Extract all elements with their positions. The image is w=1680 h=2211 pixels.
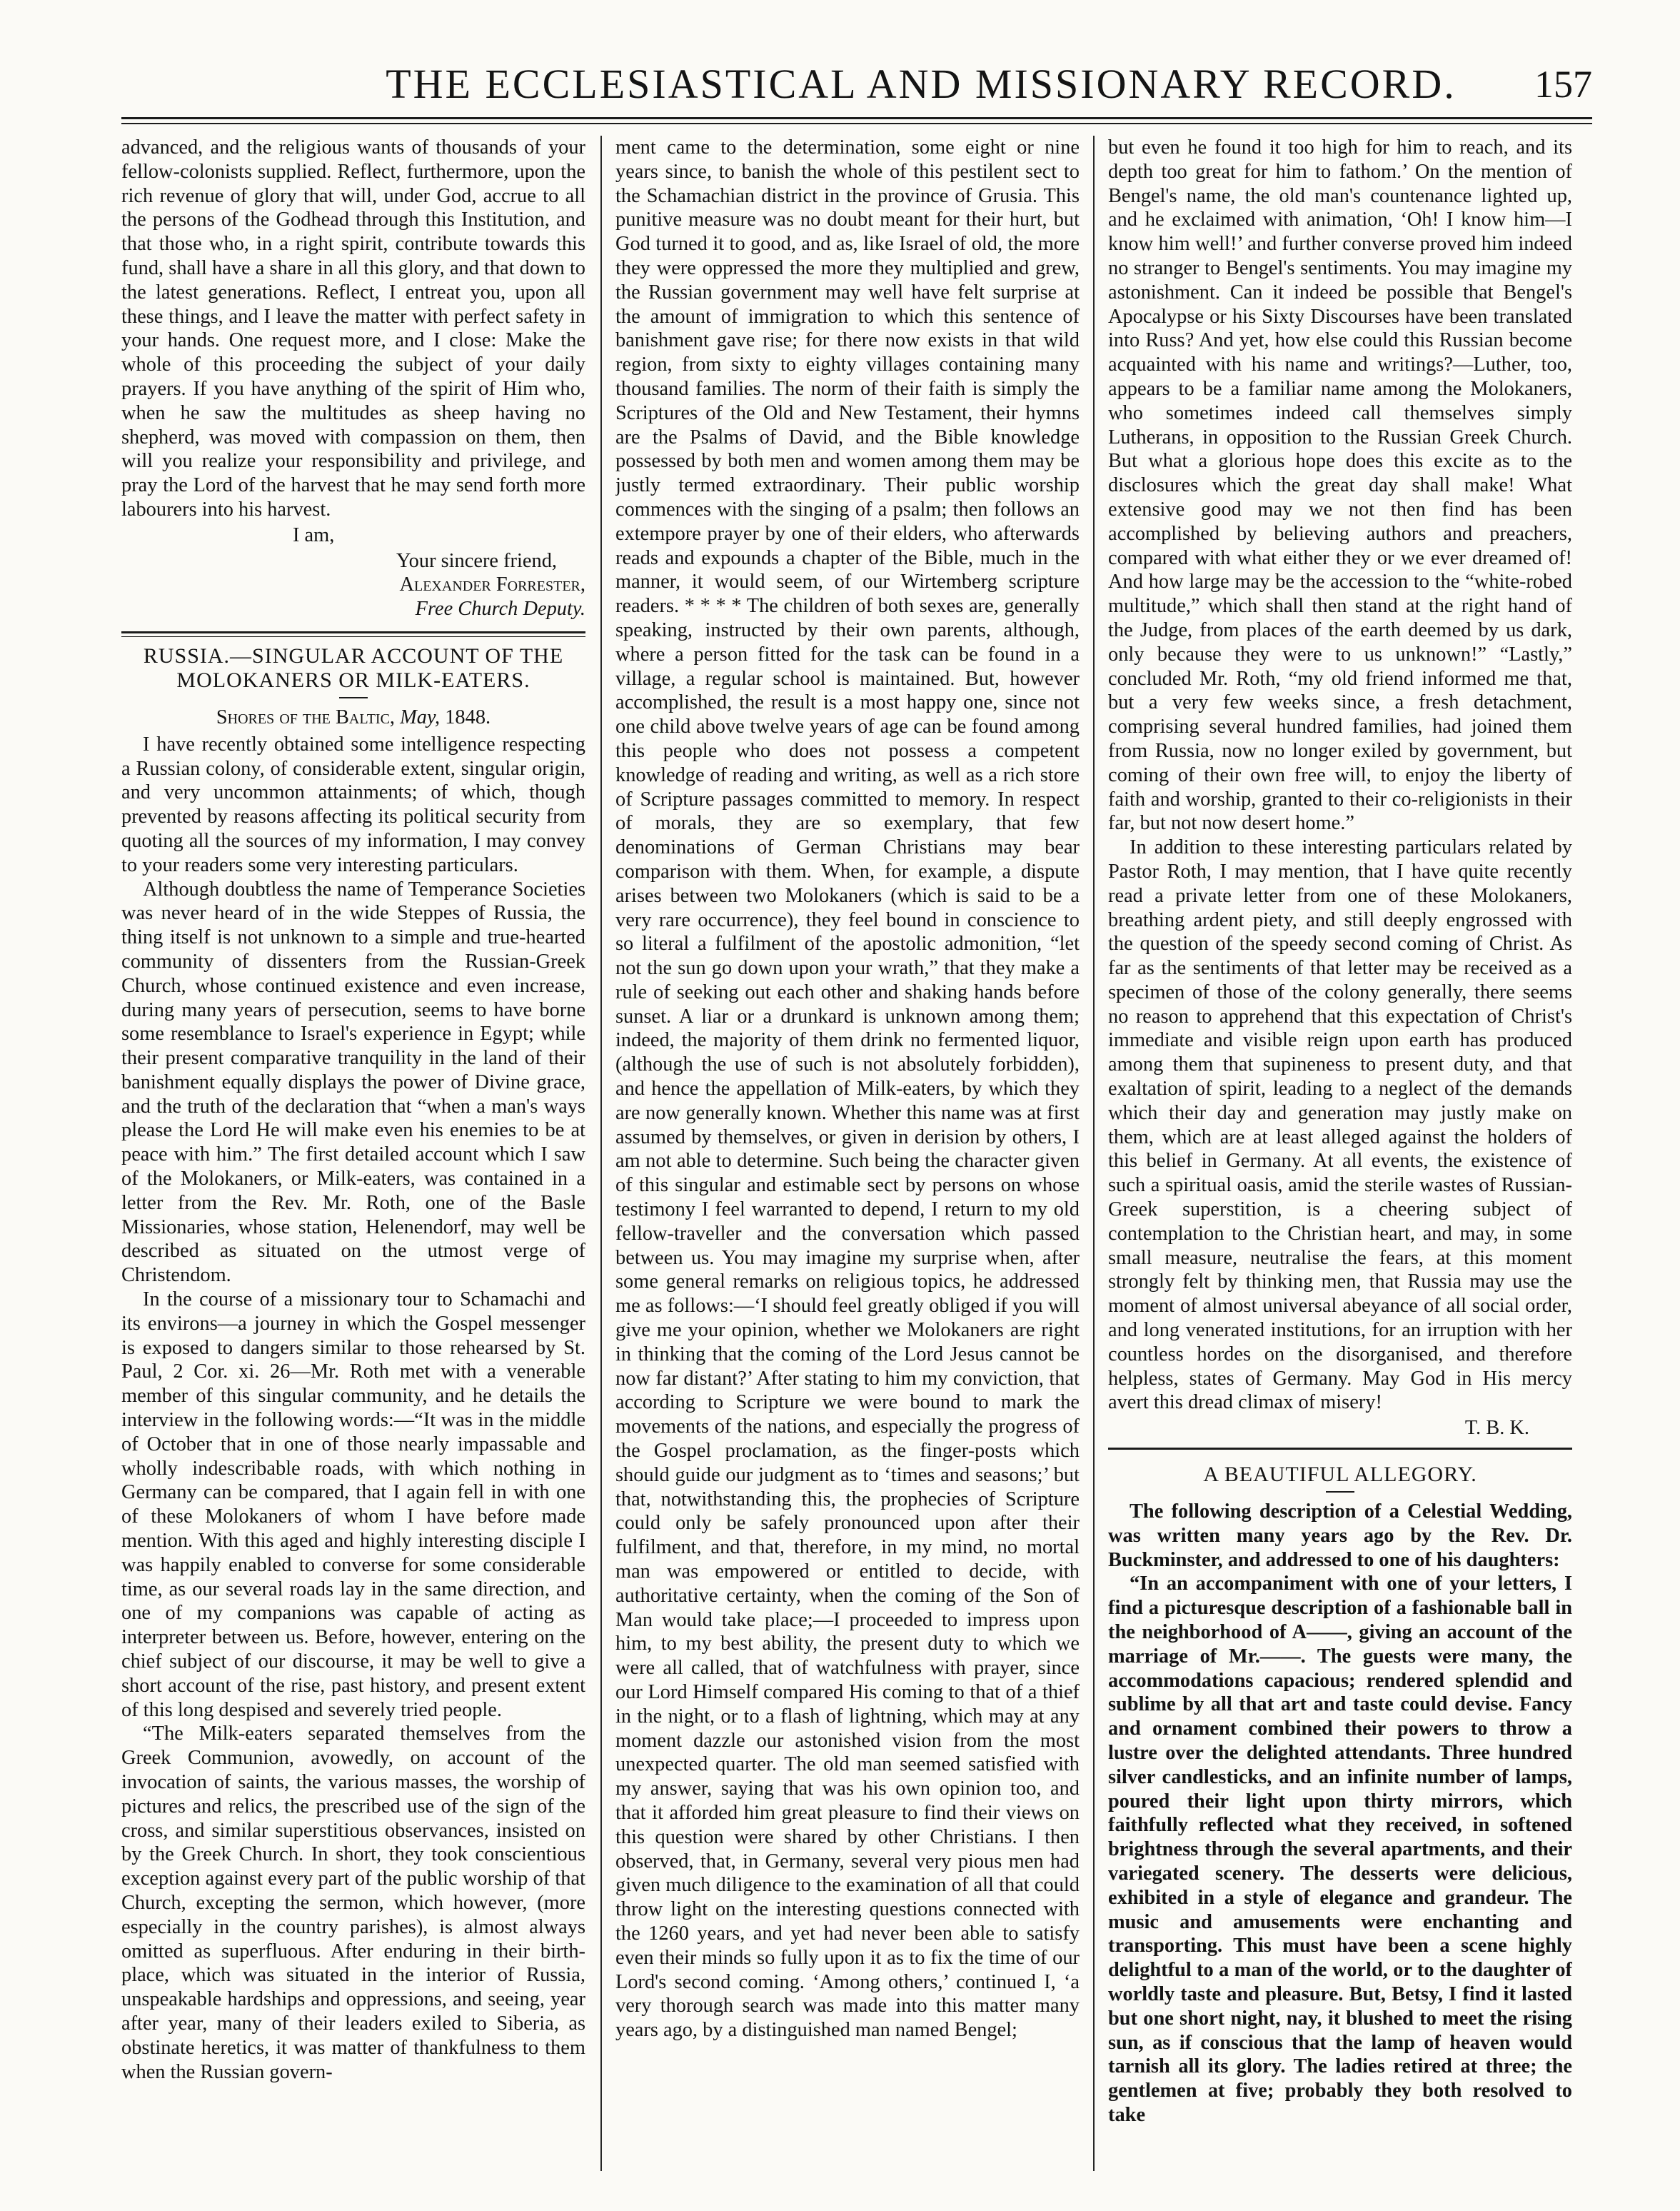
dateline-place: Shores of the Baltic,	[216, 706, 396, 728]
article-paragraph: Although doubtless the name of Temperance Societies was never heard of in the wide Steppes of Russia, the thing itself is not unknown to a simple and true-hearted community of dissenters from the Russian-Greek Church, whose continued existence and even increase, during many years of persecution, seems to have borne some resemblance to Israel's experience in Egypt; while their present comparative tranquility in the land of their banishment equally displays the power of Divine grace, and the truth of the declaration that “when a man's ways please the Lord He will make even his enemies to be at peace with him.” The first detailed account which I saw of the Molokaners, or Milk-eaters, was contained in a letter from the Rev. Mr. Roth, one of the Basle Missionaries, whose station, Helenendorf, may well be described as situated on the utmost verge of Christendom.	[121, 878, 585, 1287]
article-paragraph: “The Milk-eaters separated themselves from the Greek Communion, avowedly, on account of the invocation of saints, the various masses, the worship of pictures and relics, the prescribed use of the sign of the cross, and similar superstitious observances, insisted on by the Greek Church. In short, they took conscientious exception against every part of the public worship of that Church, excepting the sermon, which however, (more especially in the country parishes), is almost always omitted as superfluous. After enduring in their birth-place, which was situated in the interior of Russia, unspeakable hardships and oppressions, and seeing, year after year, many of their leaders exiled to Siberia, as obstinate heretics, it was matter of thankfulness to them when the Russian govern-	[121, 1723, 585, 2083]
article-heading-allegory: A BEAUTIFUL ALLEGORY.	[1203, 1463, 1477, 1487]
author-initials: T. B. K.	[1464, 1417, 1529, 1440]
allegory-paragraph: “In an accompaniment with one of your letters, I find a picturesque description of a fashionable ball in the neighborhood of A——, giving an account of the marriage of Mr.——. The guests were many, the accommodations capacious; rendered splendid and sublime by all that art and taste could devise. Fancy and ornament combined their powers to throw a lustre over the delighted attendants. Three hundred silver candlesticks, and an infinite number of lamps, poured their light upon thirty mirrors, which faithfully reflected what they received, in softened brightness through the several apartments, and their variegated scenery. The desserts were delicious, exhibited in a style of elegance and grandeur. The music and amusements were enchanting and transporting. This must have been a scene highly delightful to a man of the world, or to the daughter of worldly taste and pleasure. But, Betsy, I find it lasted but one short night, nay, it blushed to meet the rising sun, as if conscious that the lamp of heaven would tarnish all its glory. The ladies retired at three; the gentlemen at five; probably they both resolved to take	[1108, 1573, 1572, 2126]
section-divider	[1108, 1448, 1572, 1450]
running-head	[121, 56, 1592, 113]
dateline-year: 1848.	[445, 706, 491, 728]
letter-closing: I am,	[293, 523, 335, 546]
column-left	[121, 136, 585, 2171]
article-heading-russia: RUSSIA.—SINGULAR ACCOUNT OF THE MOLOKANERS OR MILK-EATERS.	[143, 643, 564, 692]
article-paragraph: ment came to the determination, some eight or nine years since, to banish the whole of this pestilent sect to the Schamachian district in the province of Grusia. This punitive measure was no doubt meant for their hurt, but God turned it to good, and as, like Israel of old, the more they were oppressed the more they multiplied and grew, the Russian government may well have felt surprise at the amount of immigration to which this sentence of banishment gave rise; for there now exists in that wild region, from sixty to eighty villages containing many thousand families. The norm of their faith is simply the Scriptures of the Old and New Testament, their hymns are the Psalms of David, and the Bible knowledge possessed by both men and women among them may be justly termed extraordinary. Their public worship commences with the singing of a psalm; then follows an extempore prayer by one of their elders, who afterwards reads and expounds a chapter of the Bible, much in the manner, it would seem, of our Wirtemberg scripture readers. * * * * The children of both sexes are, generally speaking, instructed by their own parents, although, where a person fitted for the task can be found in a village, a regular school is maintained. But, however accomplished, the result is a most happy one, since not one child above twelve years of age can be found among this people who does not possess a competent knowledge of reading and writing, as well as a rich store of Scripture passages committed to memory. In respect of morals, they are so exemplary, that few denominations of German Christians may bear comparison with them. When, for example, a dispute arises between two Molokaners (which is said to be a very rare occurrence), they feel bound in conscience to so literal a fulfilment of the apostolic admonition, “let not the sun go down upon your wrath,” that they make a rule of seeking out each other and shaking hands before sunset. A liar or a drunkard is unknown among them; indeed, the majority of them drink no fermented liquor, (although the use of such is not absolutely forbidden), and hence the appellation of Milk-eaters, by which they are now generally known. Whether this name was at first assumed by themselves, or given in derision by others, I am not able to determine. Such being the character given of this singular and estimable sect by persons on whose testimony I feel warranted to depend, I return to my old fellow-traveller and the conversation which passed between us. You may imagine my surprise when, after some general remarks on religious topics, he addressed me as follows:—‘I should feel greatly obliged if you will give me your opinion, whether we Molokaners are right in thinking that the coming of the Lord Jesus cannot be now far distant?’ After stating to him my conviction, that according to Scripture we were bound to mark the movements of the nations, and especially the progress of the Gospel proclamation, as the finger-posts which should guide our judgment as to ‘times and seasons;’ but that, notwithstanding this, the prophecies of Scripture could only be safely pronounced upon after their fulfilment, and that, therefore, in my mind, no mortal man was empowered or entitled to decide, with authoritative certainty, when the coming of the Son of Man would take place;—I proceeded to impress upon him, to my best ability, the present duty to which we were all called, that of watchfulness with prayer, since our Lord Himself compared His coming to that of a thief in the night, or to a flash of lightning, which may at any moment dazzle our astonished vision from the most unexpected quarter. The old man seemed satisfied with my answer, saying that was his own opinion too, and that it afforded him great pleasure to find their views on this question were shared by other Christians. I then observed, that, in Germany, several very pious men had given much diligence to the examination of all that could throw light on the interesting questions connected with the 1260 years, and yet had never been able to satisfy even their minds so fully upon it as to fix the time of our Lord's second coming. ‘Among others,’ continued I, ‘a very thorough search was made into this matter many years ago, by a distinguished man named Bengel;	[615, 136, 1080, 2042]
section-divider	[121, 631, 585, 637]
page-number: 157	[1534, 63, 1592, 106]
article-paragraph: I have recently obtained some intelligence respecting a Russian colony, of considerable extent, singular origin, and very uncommon attainments; of which, though prevented by reasons affecting its political security from quoting all the sources of my information, I may convey to your readers some very interesting particulars.	[121, 733, 585, 876]
header-rule	[121, 117, 1592, 119]
article-paragraph: In addition to these interesting particulars related by Pastor Roth, I may mention, that I have quite recently read a private letter from one of these Molokaners, breathing ardent piety, and still deeply engrossed with the question of the speedy second coming of Christ. As far as the sentiments of that letter may be received as a specimen of those of the colony generally, there seems no reason to apprehend that this expectation of Christ's immediate and visible reign upon earth has produced among them that supineness to present duty, and that exaltation of spirit, leading to a neglect of the demands which their day and generation may justly make on them, which are at least alleged against the holders of this belief in Germany. At all events, the existence of such a spiritual oasis, amid the sterile wastes of Russian-Greek superstition, is a cheering subject of contemplation to the Christian heart, and may, in some small measure, neutralise the fears, at this moment strongly felt by thinking men, that Russia may use the moment of almost universal abeyance of all social order, and long venerated institutions, for an irruption with her countless hordes on the disorganised, and therefore helpless, states of Germany. May God in His mercy avert this dread climax of misery!	[1108, 836, 1572, 1414]
column-middle	[615, 136, 1080, 2171]
column-right	[1108, 136, 1572, 2171]
heading-dash	[339, 697, 368, 698]
dateline-month: May,	[400, 706, 441, 728]
column-divider	[600, 136, 602, 2171]
signatory-name: Alexander Forrester,	[399, 573, 585, 596]
letter-conclusion-paragraph: advanced, and the religious wants of thousands of your fellow-colonists supplied. Reflect, furthermore, upon the rich revenue of glory that will, under God, accrue to all the persons of the Godhead through this Institution, and that those who, in a right spirit, contribute towards this fund, shall have a share in all this glory, and that down to the latest generations. Reflect, I entreat you, upon all these things, and I leave the matter with perfect safety in your hands. One request more, and I close: Make the whole of this proceeding the subject of your daily prayers. If you have anything of the spirit of Him who, when he saw the multitudes as sheep having no shepherd, was moved with compassion on them, then will you realize your responsibility and privilege, and pray the Lord of the harvest that he may send forth more labourers into his harvest.	[121, 136, 585, 521]
header-rule-thin	[121, 123, 1592, 124]
journal-title: THE ECCLESIASTICAL AND MISSIONARY RECORD.	[386, 61, 1457, 107]
allegory-intro: The following description of a Celestial Wedding, was written many years ago by the Rev. Dr. Buckminster, and addressed to one of his daughters:	[1108, 1500, 1572, 1571]
article-paragraph: but even he found it too high for him to reach, and its depth too great for him to fathom.’ On the mention of Bengel's name, the old man's countenance lighted up, and he exclaimed with animation, ‘Oh! I know him—I know him well!’ and further converse proved him indeed no stranger to Bengel's sentiments. You may imagine my astonishment. Can it indeed be possible that Bengel's Apocalypse or his Sixty Discourses have been translated into Russ? And yet, how else could this Russian become acquainted with his name and writings?—Luther, too, appears to be a familiar name among the Molokaners, who sometimes indeed call themselves simply Lutherans, in opposition to the Russian Greek Church. But what a glorious hope does this excite as to the disclosures which the great day shall make! What extensive good may we not then find has been accomplished by believing authors and preachers, compared with what either they or we ever dreamed of! And how large may be the accession to the “white-robed multitude,” which shall then stand at the right hand of the Judge, from places of the earth deemed by us dark, only because they were to us unknown!” “Lastly,” concluded Mr. Roth, “my old friend informed me that, but a very few weeks since, a fresh detachment, comprising several hundred families, had joined them from Russia, now no longer exiled by government, but coming of their own free will, to enjoy the liberty of faith and worship, granted to their co-religionists in their far, but not now desert home.”	[1108, 136, 1572, 835]
signatory-role: Free Church Deputy.	[415, 598, 585, 621]
dateline	[121, 706, 585, 730]
article-paragraph: In the course of a missionary tour to Schamachi and its environs—a journey in which the Gospel messenger is exposed to dangers similar to those rehearsed by St. Paul, 2 Cor. xi. 26—Mr. Roth met with a venerable member of this singular community, and he details the interview in the following words:—“It was in the middle of October that in one of those nearly impassable and wholly indescribable roads, with which nothing in Germany can be compared, that I again fell in with one of these Molokaners of whom I have before made mention. With this aged and highly interesting disciple I was happily enabled to converse for some considerable time, as our several roads lay in the same direction, and one of my companions was capable of acting as interpreter between us. Before, however, entering on the chief subject of our discourse, it may be well to give a short account of the rise, past history, and present extent of this long despised and severely tried people.	[121, 1288, 585, 1721]
column-divider	[1093, 136, 1095, 2171]
letter-sign-off: Your sincere friend,	[396, 549, 557, 572]
heading-dash	[1326, 1491, 1354, 1493]
